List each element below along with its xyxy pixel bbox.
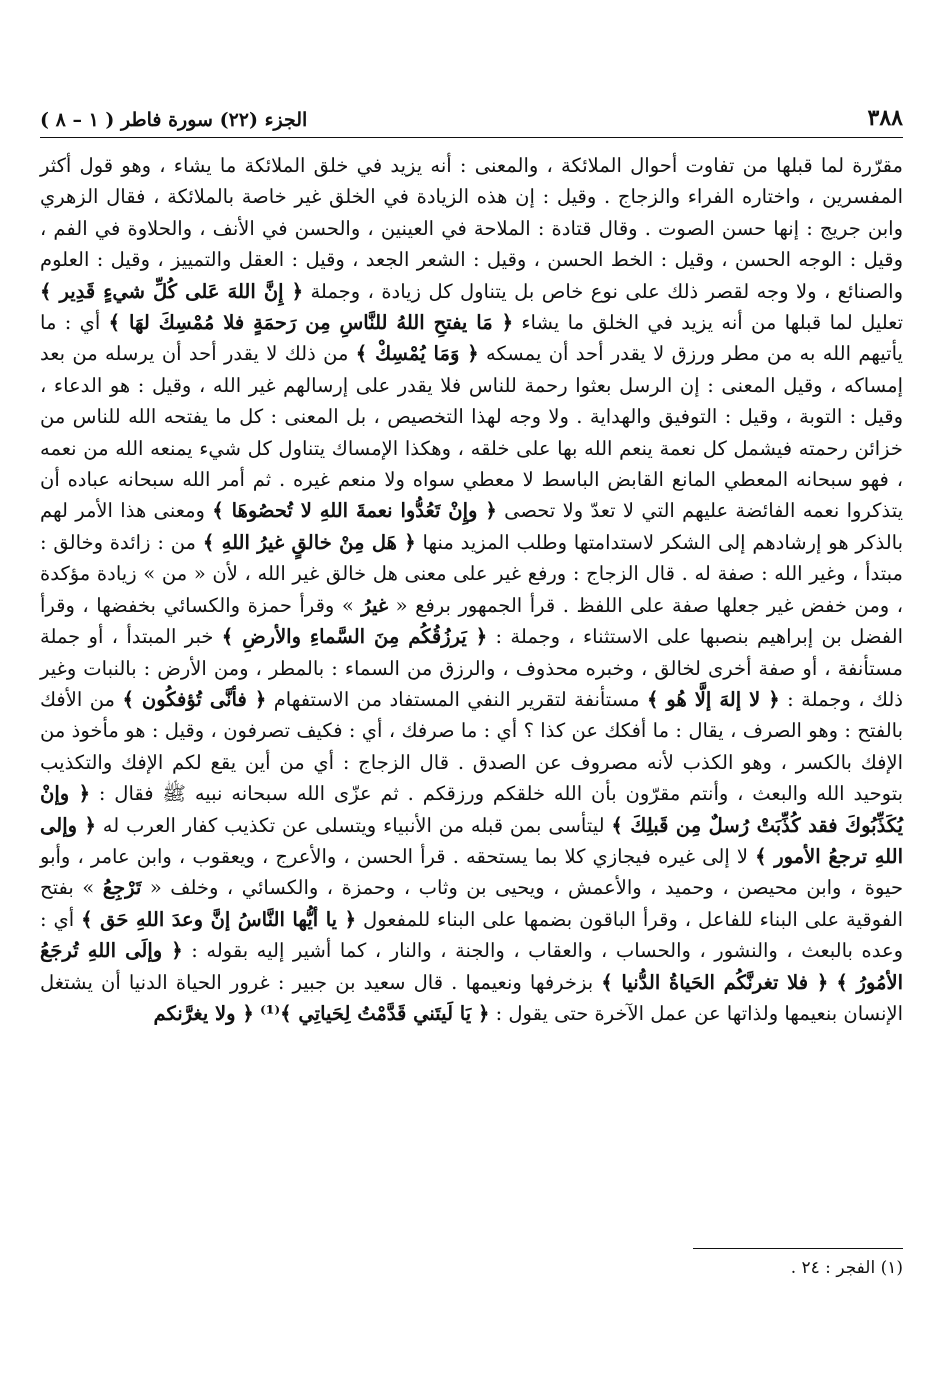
quran-quote: ﴿ فلا تغرنَّكُم الحَياةُ الدُّنيا ﴾	[601, 970, 829, 994]
quran-quote: ﴿ يَا لَيتَني قَدَّمْتُ لِحَياتِي ﴾⁽¹⁾	[260, 1001, 490, 1025]
text-run: بزخرفها ونعيمها . قال سعيد بن جبير : غرور الحياة الدنيا أن يشتغل الإنسان بنعيمها ولذاتها عن عمل الآخرة حتى يقول :	[40, 970, 903, 1025]
text-run: من : زائدة وخالق : مبتدأ ، وغير الله : صفة له . قال الزجاج : ورفع غير على معنى هل خالق غير الله ، لأن « من » زيادة مؤكدة ، ومن خفض غير جعلها صفة على اللفظ . قرأ الجمهور برفع «	[40, 530, 903, 617]
text-run: من الأفك بالفتح : وهو الصرف ، يقال : ما أفكك عن كذا ؟ أي : ما صرفك ، أي : فكيف تصرفون ، وقيل : هو مأخوذ من الإفك بالكسر ، وهو الكذب لأنه مصروف عن الصدق . قال الزجاج : أي من أين يقع لكم الإفك والتكذيب بتوحيد الله والبعث ، وأنتم مقرّون بأن الله خلقكم ورزقكم . ثم عزّى الله سبحانه نبيه ﷺ فقال :	[40, 687, 904, 806]
footnote-divider	[693, 1248, 903, 1249]
page-header	[40, 98, 903, 138]
text-run: مستأنفة لتقرير النفي المستفاد من الاستفهام	[266, 687, 647, 711]
text-run: تعليل لما قبلها من أنه يزيد في الخلق ما يشاء	[513, 311, 904, 335]
quran-quote: ﴿ ولا يغرَّنكم	[153, 1001, 254, 1025]
text-run: لا إلى غيره فيجازي كلا بما يستحقه . قرأ الحسن ، والأعرج ، ويعقوب ، وابن عامر ، وأبو حيوة ، وابن محيصن ، وحميد ، والأعمش ، ويحيى بن وثاب ، وحمزة ، والكسائي ، وخلف «	[40, 844, 903, 900]
quran-quote: ﴿ وَمَا يُمْسِكْ ﴾	[355, 342, 479, 366]
quran-quote: ﴿ وإِنْ تَعُدُّوا نعمةَ اللهِ لا تُحصُوهَا ﴾	[212, 499, 497, 523]
quran-quote: ﴿ مَا يفتحِ اللهُ للنَّاسِ مِن رَحمَةٍ فلا مُمْسِكَ لهَا ﴾	[108, 311, 514, 335]
body-text	[40, 150, 903, 1029]
text-run: أي : ما يأتيهم الله به من مطر ورزق لا يقدر أحد أن يمسكه	[40, 311, 903, 366]
text-run: » بفتح الفوقية على البناء للفاعل ، وقرأ الباقون بضمها على البناء للمفعول	[40, 876, 904, 931]
quran-quote: ﴿ يا أيُّها النَّاسُ إنَّ وعدَ اللهِ حَق ﴾	[81, 907, 357, 931]
text-run: خبر المبتدأ ، أو جملة مستأنفة ، أو صفة أخرى لخالق ، وخبره محذوف ، والرزق من السماء : بالمطر ، ومن الأرض : بالنبات وغير ذلك ، وجملة :	[40, 625, 903, 711]
text-run: مقرّرة لما قبلها من تفاوت أحوال الملائكة ، والمعنى : أنه يزيد في خلق الملائكة ما يشاء ، وهو قول أكثر المفسرين ، واختاره الفراء والزجاج . وقيل : إن هذه الزيادة في الخلق غير خاصة بالملائكة ، فقال الزهري وابن جريج : إنها حسن الصوت . وقال قتادة : الملاحة في العينين ، والحسن في الأنف ، والحلاوة في الفم ، وقيل : الوجه الحسن ، وقيل : الخط الحسن ، وقيل : الشعر الجعد ، وقيل : العقل والتمييز ، وقيل : العلوم والصنائع ، ولا وجه لقصر ذلك على نوع خاص بل يتناول كل زيادة ، وجملة	[40, 154, 903, 303]
text-run: » وقرأ حمزة والكسائي بخفضها ، وقرأ الفضل بن إبراهيم بنصبها على الاستثناء ، وجملة :	[40, 593, 903, 649]
quran-quote: تَرْجِعُ	[102, 876, 142, 900]
quran-quote: ﴿ فأنَّى تُؤفكُون ﴾	[122, 687, 267, 711]
quran-quote: ﴿ إِنَّ اللهَ عَلى كُلِّ شيءٍ قَدِير ﴾	[40, 279, 304, 303]
quran-quote: ﴿ يَرزُقُكُم مِنَ السَّماءِ والأرضِ ﴾	[221, 625, 488, 649]
text-run: أي : وعده بالبعث ، والنشور ، والحساب ، والعقاب ، والجنة ، والنار ، كما أشير إليه بقوله :	[40, 907, 904, 963]
quran-quote: ﴿ لا إلهَ إلَّا هُو ﴾	[646, 687, 780, 711]
quran-quote: ﴿ وإلى اللهِ ترجعُ الأمور ﴾	[40, 813, 903, 868]
running-title: الجزء (٢٢) سورة فاطر ( ١ – ٨ )	[40, 109, 308, 131]
quran-quote: ﴿ وإلَى اللهِ تُرجَعُ الأمُورُ ﴾	[40, 939, 903, 994]
text-run: ليتأسى بمن قبله من الأنبياء ويتسلى عن تكذيب كفار العرب له	[95, 813, 612, 837]
text-run: ومعنى هذا الأمر لهم بالذكر هو إرشادهم إلى الشكر لاستدامتها وطلب المزيد منها	[40, 499, 903, 554]
text-run: من ذلك لا يقدر أحد أن يرسله من بعد إمساكه ، وقيل المعنى : إن الرسل بعثوا رحمة للناس فلا يقدر على إرسالهم غير الله ، وقيل : هو الدعاء ، وقيل : التوبة ، وقيل : التوفيق والهداية . ولا وجه لهذا التخصيص ، بل المعنى : كل ما يفتحه الله للناس من خزائن رحمته فيشمل كل نعمة ينعم الله بها على خلقه ، وهكذا الإمساك يتناول كل شيء يمنعه الله من نعمه ، فهو سبحانه المعطي المانع القابض الباسط لا معطي سواه ولا منعم غيره . ثم أمر الله سبحانه عباده أن يتذكروا نعمه الفائضة عليهم التي لا تعدّ ولا تحصى	[40, 342, 904, 523]
quran-quote: غيرُ	[361, 593, 389, 617]
page-number: ٣٨٨	[867, 105, 903, 131]
quran-quote: ﴿ وإنْ يُكَذِّبُوكَ فقد كُذِّبَتْ رُسلٌ مِن قَبلِكَ ﴾	[40, 782, 903, 837]
body-paragraph	[40, 150, 903, 1029]
footnote: (١) الفجر : ٢٤ .	[790, 1258, 903, 1278]
quran-quote: ﴿ هَل مِنْ خالقٍ غيرُ اللهِ ﴾	[202, 530, 416, 554]
